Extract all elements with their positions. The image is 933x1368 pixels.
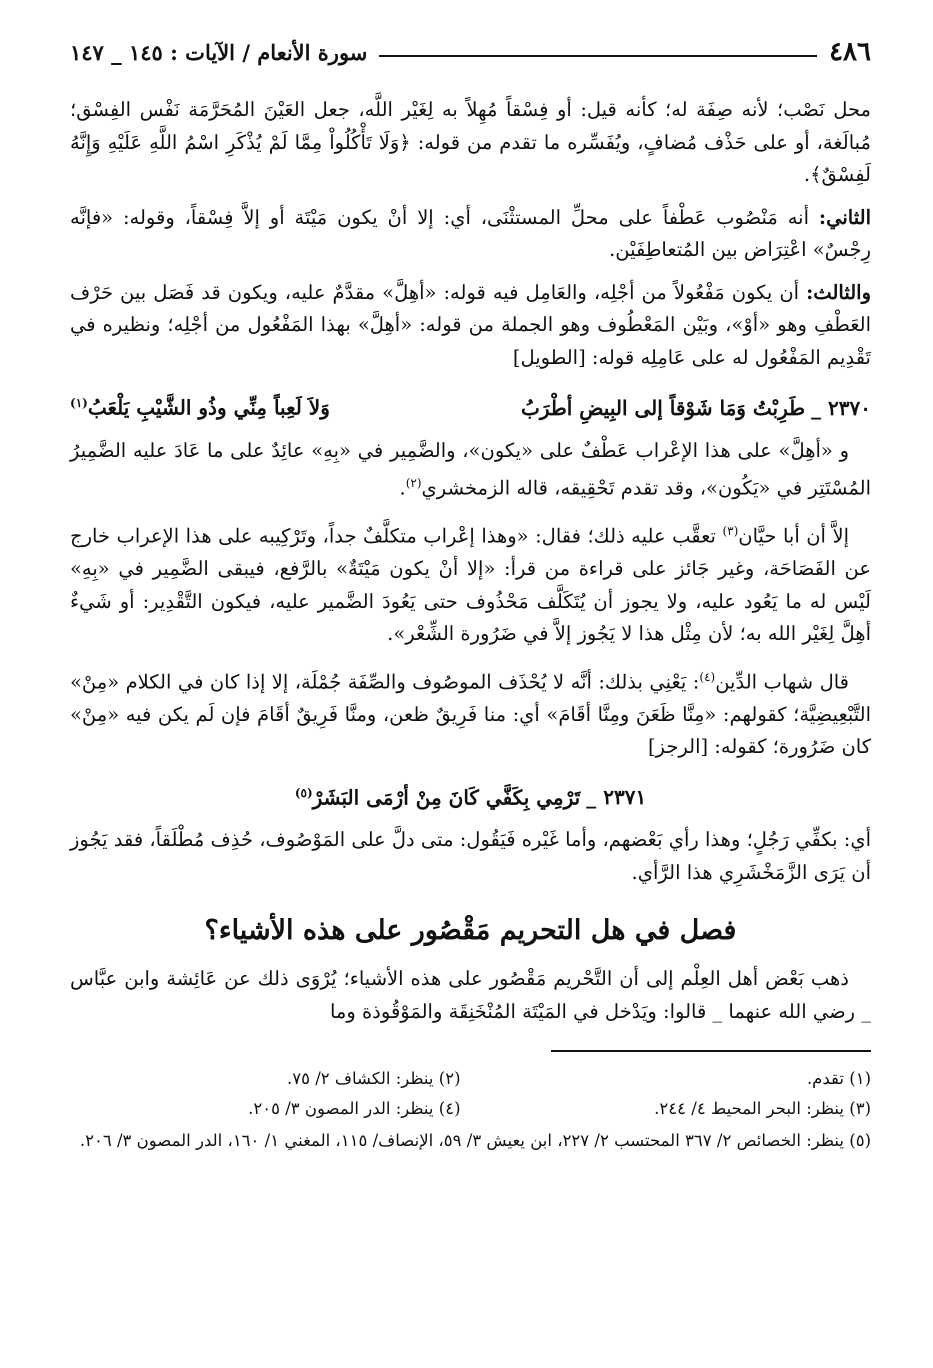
paragraph-4 (70, 435, 871, 506)
paragraph-2-text: أنه مَنْصُوب عَطْفاً على محلِّ المستثْنَى، أي: إلا أنْ يكون مَيْتَة أو إلاَّ فِسْقاً، وقوله: «فإنَّه رِجْسٌ» اعْتِرَاض بين المُتعاطِفَيْن. (70, 205, 871, 261)
footnote-ref-3: (٣) (722, 524, 739, 539)
paragraph-6 (70, 661, 871, 764)
footnote-1: (١) تقدم. (806, 1069, 871, 1089)
verse-2371-number: ٢٣٧١ _ (586, 785, 647, 810)
footnote-ref-4: (٤) (699, 669, 716, 684)
paragraph-3-lead: والثالث: (806, 280, 871, 304)
footnote-ref-1: (١) (70, 396, 88, 410)
section-title: فصل في هل التحريم مَقْصُور على هذه الأشياء؟ (204, 915, 737, 947)
paragraph-3-text: أن يكون مَفْعُولاً من أجْلِه، والعَامِل فيه قوله: «أهِلَّ» مقدَّمٌ عليه، ويكون قد فَصَل بين حَرْف العَطْفِ وهو «أوْ»، وبَيْن المَعْطُوف وهو الجملة من قوله: «أهِلَّ» بهذا المَفْعُول من أجْلِه؛ ونظيره في تَقْدِيم المَفْعُول له على عَامِلِه قوله: [الطويل] (70, 280, 871, 369)
verse-2370-first (521, 391, 871, 425)
paragraph-4-text: و «أهِلَّ» على هذا الإعْراب عَطْفٌ على «يكون»، والضَّمِير في «بِهِ» عائِدٌ على ما عَادَ عليه الضَّمِيرُ المُسْتَتِر في «يَكُون»، وقد تقدم تَحْقِيقه، قاله الزمخشري (70, 438, 871, 500)
paragraph-5-text-b: تعقَّب عليه ذلك؛ فقال: «وهذا إعْراب متكلَّفٌ جداً، وتَرْكِيبه على هذا الإعراب خارج عن الفَصَاحَة، وغير جَائز على قراءة من قرأ: «إلا أنْ يكون مَيْتَةٌ» بالرَّفع، فيبقى الضَّمِير في «بِهِ» لَيْس له ما يَعُود عليه، ولا يجوز أن يُتَكَلَّف مَحْذُوف حتى يَعُودَ الضَّمير عليه، فيكون التَّقْدِير: أو شَيءٌ أهِلَّ لِغَيْر الله به؛ لأن مِثْل هذا لا يَجُوز إلاَّ في ضَرُورة الشِّعْر». (70, 524, 871, 646)
footnote-3: (٣) ينظر: البحر المحيط ٤/ ٢٤٤. (654, 1099, 871, 1119)
paragraph-4-end: . (399, 476, 406, 500)
paragraph-6-text-a: قال شهاب الدِّين (715, 670, 849, 694)
footnote-ref-5: (٥) (294, 785, 313, 800)
page-number: ٤٨٦ (829, 37, 871, 67)
footnote-2: (٢) ينظر: الكشاف ٢/ ٧٥. (286, 1069, 461, 1089)
footnotes (70, 1064, 871, 1156)
paragraph-8: ذهب بَعْض أهل العِلْم إلى أن التَّحْريم مَقْصُور على هذه الأشياء؛ يُرْوَى ذلك عن عَائِشة وابن عبَّاس _ رضي الله عنهما _ قالوا: ويَدْخل في المَيْتَة المُنْخَنِقَة والمَوْقُوذة وما (70, 967, 871, 1023)
footnotes-grid (70, 1064, 871, 1124)
header-rule (379, 55, 817, 57)
verse-2370-hemistich-1: طَرِبْتُ وَمَا شَوْقاً إلى البِيضِ أطْرَبُ (521, 395, 806, 420)
paragraph-1: محل نَصْب؛ لأنه صِفَة له؛ كأنه قيل: أو فِسْقاً مُهِلاً به لِغَيْر اللَّه، جعل العَيْنَ المُحَرَّمَة نَفْس الفِسْق؛ مُبالَغة، أو على حَذْف مُضافٍ، ويُفَسِّره ما تقدم من قوله: ﴿وَلَا تَأْكُلُواْ مِمَّا لَمْ يُذْكَرِ اسْمُ اللَّهِ عَلَيْهِ وَإِنَّهُ لَفِسْقٌ﴾. (70, 98, 871, 186)
footnote-4: (٤) ينظر: الدر المصون ٣/ ٢٠٥. (248, 1099, 461, 1119)
page-title: سورة الأنعام / الآيات : ١٤٥ _ ١٤٧ (70, 39, 368, 65)
paragraph-7: أي: بكفِّي رَجُلٍ؛ وهذا رأي بَعْضهم، وأما غَيْره فَيَقُول: متى دلَّ على المَوْصُوف، حُذِف مُطْلَقاً، فقد يَجُوز أن يَرَى الزَّمَخْشَرِي هذا الرَّأي. (70, 828, 871, 884)
paragraph-2 (70, 202, 871, 267)
page-header (70, 30, 871, 74)
paragraph-6-text-b: : يَعْنِي بذلك: أنَّه لا يُحْذَف الموصُوف والصِّفَة جُمْلَة، إلا إذا كان في الكلام «مِنْ» التَّبْعِيضِيَّة؛ كقولهم: «مِنَّا ظَعَنَ ومِنَّا أقَامَ» أي: منا فَرِيقٌ ظعن، ومنَّا فَرِيقٌ أقَامَ فإن لَم يكن فيه «مِنْ» كان ضَرُورة؛ كقوله: [الرجز] (70, 670, 871, 759)
paragraph-2-lead: الثاني: (818, 205, 871, 229)
verse-2371 (70, 776, 871, 815)
verse-2370-number: ٢٣٧٠ _ (811, 395, 871, 420)
verse-2370 (70, 386, 871, 425)
footnote-ref-2: (٢) (405, 476, 422, 491)
verse-2370-hemistich-2: وَلاَ لَعِباً مِنِّي وذُو الشَّيْبِ يَلْعَبُ (87, 395, 330, 420)
verse-2371-line: تَرْمِي بِكَفَّي كَانَ مِنْ أرْمَى البَشَرْ (312, 785, 581, 810)
footnote-5: (٥) ينظر: الخصائص ٢/ ٣٦٧ المحتسب ٢/ ٢٢٧، ابن يعيش ٣/ ٥٩، الإنصاف/ ١١٥، المغني ١/ ١٦٠، الدر المصون ٣/ ٢٠٦. (79, 1131, 871, 1151)
paragraph-5 (70, 515, 871, 651)
paragraph-5-text-a: إلاَّ أن أبا حيَّان (738, 524, 850, 548)
footnote-divider-wrap (70, 1028, 871, 1064)
verse-2371-text (295, 776, 580, 815)
paragraph-3 (70, 277, 871, 375)
footnote-divider (551, 1050, 871, 1052)
verse-2370-second (70, 386, 330, 425)
